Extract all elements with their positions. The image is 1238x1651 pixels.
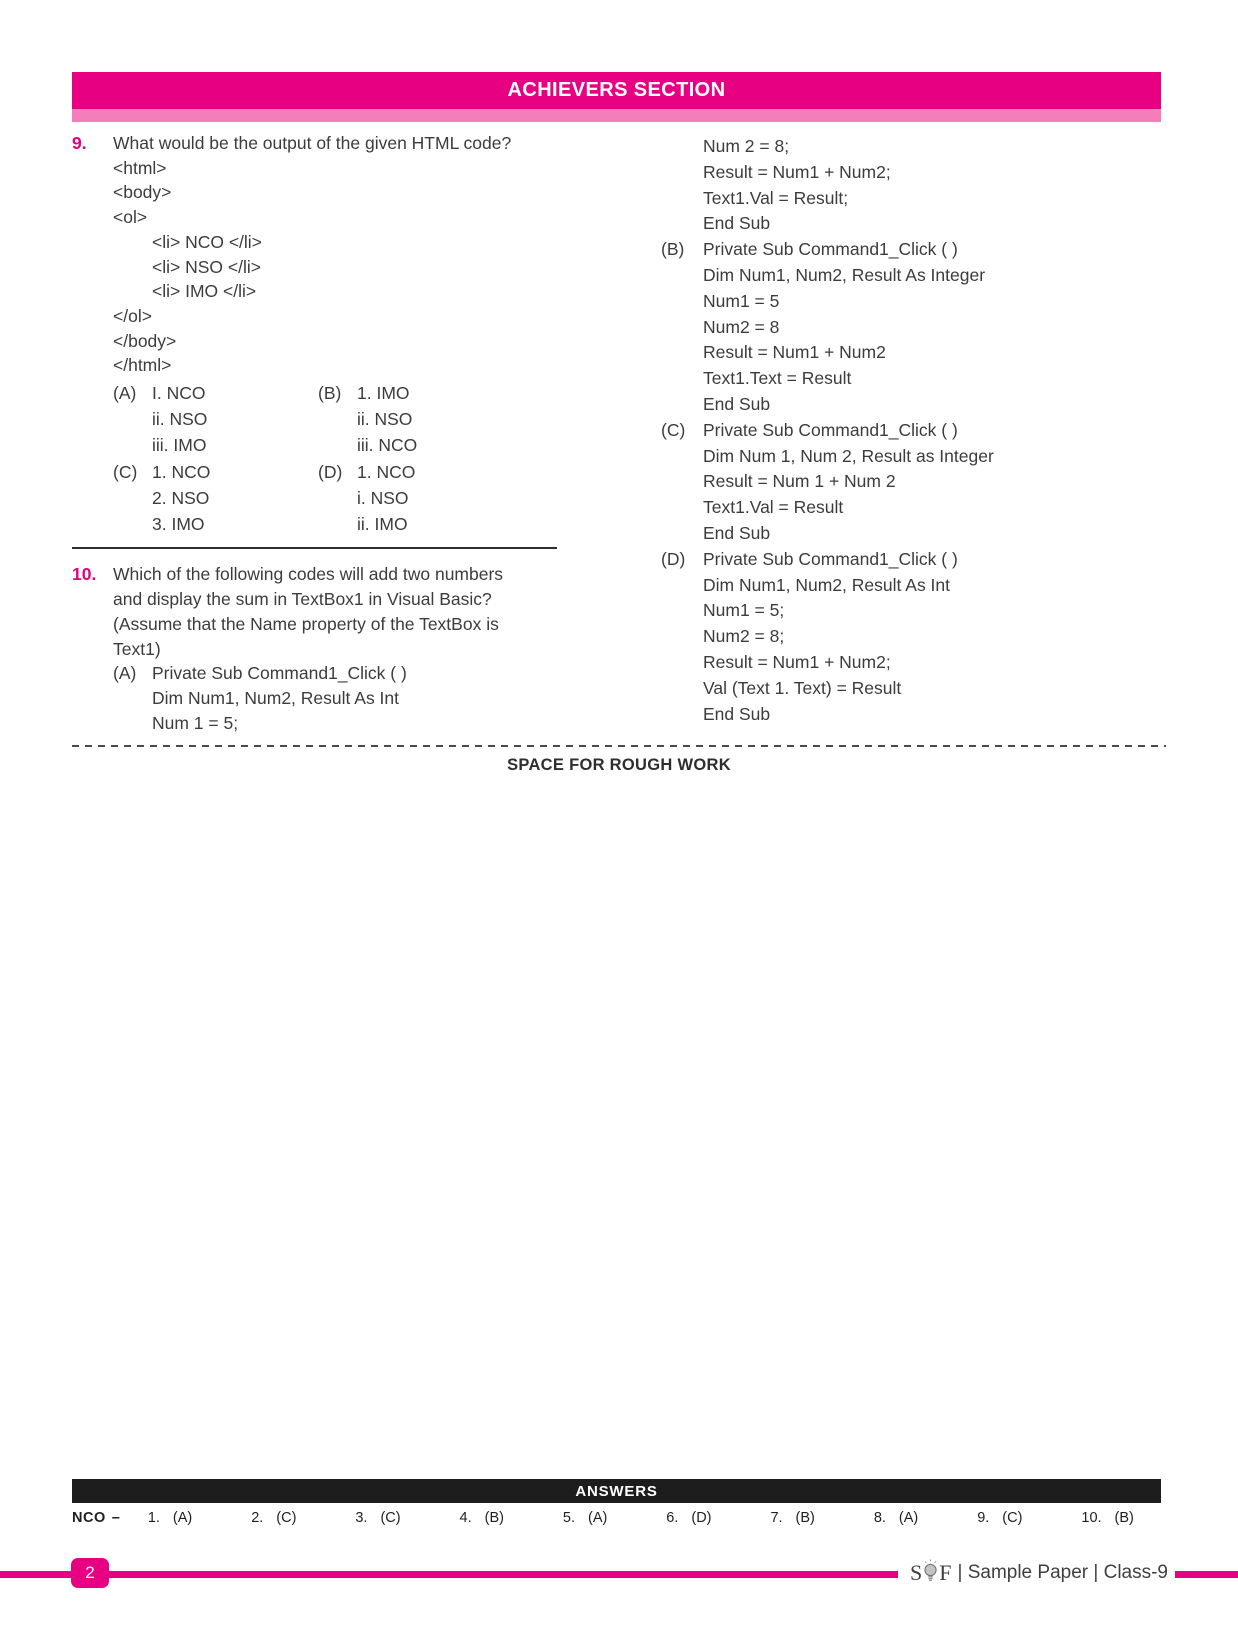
answer-letter: (A) [172, 1510, 193, 1526]
answer-letter: (B) [1114, 1510, 1134, 1526]
answer-letter: (C) [380, 1510, 401, 1526]
code-line: Text1.Text = Result [703, 368, 852, 389]
option-label: (C) [661, 419, 686, 440]
code-line: Result = Num 1 + Num 2 [703, 471, 896, 492]
answer-item [563, 1510, 607, 1526]
code-line: Result = Num1 + Num2 [703, 342, 886, 363]
footer-rule-right [1175, 1571, 1238, 1578]
question-10-text-line: and display the sum in TextBox1 in Visual Basic? [113, 589, 492, 610]
option-lines [152, 459, 318, 538]
question-9-number: 9. [72, 133, 87, 153]
answer-item [874, 1510, 918, 1526]
lightbulb-icon [923, 1559, 938, 1588]
answer-letter: (B) [484, 1510, 504, 1526]
question-divider-line [72, 547, 557, 549]
code-line: Num1 = 5 [703, 290, 780, 311]
code-line: </body> [113, 330, 177, 351]
answer-letter: (A) [588, 1510, 608, 1526]
q9-option-b [318, 380, 558, 459]
answer-number: 7. [770, 1510, 783, 1526]
code-line: Dim Num1, Num2, Result As Int [703, 574, 951, 595]
option-lines [703, 418, 1166, 547]
answers-items [148, 1510, 1134, 1526]
answer-letter: (C) [1002, 1510, 1023, 1526]
code-line: End Sub [703, 703, 771, 724]
option-line: i. NSO [357, 487, 409, 508]
page-number-badge: 2 [71, 1558, 109, 1588]
answer-number: 4. [459, 1510, 472, 1526]
code-line: Num1 = 5; [703, 600, 785, 621]
code-line: Dim Num1, Num2, Result As Int [152, 688, 400, 709]
option-line: 1. NCO [152, 461, 211, 482]
code-line: Val (Text 1. Text) = Result [703, 677, 902, 698]
q9-option-d [318, 459, 558, 538]
answers-subject: NCO [72, 1510, 106, 1526]
q10-option-c [661, 418, 1166, 547]
answer-number: 5. [562, 1510, 575, 1526]
code-line: Private Sub Command1_Click ( ) [703, 239, 958, 260]
code-line: Result = Num1 + Num2; [703, 651, 891, 672]
code-line: End Sub [703, 393, 771, 414]
answer-item [460, 1510, 504, 1526]
q9-option-a [113, 380, 318, 459]
question-9 [72, 131, 558, 562]
code-line: <li> IMO </li> [152, 281, 257, 302]
code-line: <li> NSO </li> [152, 256, 261, 277]
answers-bar-label: ANSWERS [575, 1482, 658, 1500]
answers-bar [72, 1479, 1161, 1503]
option-label: (D) [661, 548, 686, 569]
code-line: Text1.Val = Result; [703, 187, 849, 208]
code-line: Private Sub Command1_Click ( ) [152, 663, 407, 684]
sof-logo [900, 1558, 1168, 1588]
achievers-section-banner [72, 72, 1161, 109]
right-column [661, 134, 1166, 727]
option-line: I. NCO [152, 383, 206, 404]
answer-item [977, 1510, 1022, 1526]
option-label: (B) [318, 383, 342, 404]
code-line: Dim Num 1, Num 2, Result as Integer [703, 445, 994, 466]
banner-accent-strip [72, 109, 1161, 122]
answer-item [666, 1510, 711, 1526]
footer-rule-left [0, 1571, 898, 1578]
code-line: Result = Num1 + Num2; [703, 161, 891, 182]
option-line: ii. IMO [357, 514, 408, 535]
left-column [72, 131, 558, 736]
option-label: (A) [113, 663, 137, 684]
option-line: 3. IMO [152, 514, 205, 535]
question-10-text-line: Text1) [113, 638, 161, 659]
option-label: (A) [113, 383, 137, 404]
q9-option-c [113, 459, 318, 538]
answer-item [1081, 1510, 1134, 1526]
option-line: iii. NCO [357, 435, 418, 456]
rough-work-label: SPACE FOR ROUGH WORK [507, 756, 731, 774]
answer-item [251, 1510, 296, 1526]
code-line: End Sub [703, 213, 771, 234]
option-line: iii. IMO [152, 435, 207, 456]
option-line: 1. IMO [357, 383, 410, 404]
answer-item [770, 1510, 814, 1526]
answers-row [72, 1510, 1134, 1526]
code-line: <ol> [113, 207, 148, 228]
option-line: ii. NSO [152, 409, 208, 430]
option-line: 2. NSO [152, 487, 210, 508]
code-line: </ol> [113, 305, 152, 326]
answer-number: 10. [1081, 1510, 1102, 1526]
answer-number: 1. [147, 1510, 160, 1526]
answer-number: 2. [251, 1510, 264, 1526]
question-10-text-line: Which of the following codes will add two numbers [113, 564, 504, 585]
answer-letter: (C) [276, 1510, 297, 1526]
question-10-number: 10. [72, 564, 97, 585]
answer-number: 3. [355, 1510, 368, 1526]
option-line: 1. NCO [357, 461, 416, 482]
code-line: Num 1 = 5; [152, 713, 239, 734]
answer-number: 9. [977, 1510, 990, 1526]
footer-brand-text: | Sample Paper | Class-9 [957, 1562, 1168, 1583]
code-line: <html> [113, 157, 167, 178]
answer-number: 6. [666, 1510, 679, 1526]
code-line: Num2 = 8 [703, 316, 780, 337]
option-lines [703, 547, 1166, 728]
dashed-divider [72, 745, 1166, 747]
option-label: (B) [661, 239, 685, 260]
option-lines [357, 459, 558, 538]
answer-number: 8. [873, 1510, 886, 1526]
option-lines [703, 237, 1166, 418]
q10-option-a [113, 661, 558, 735]
option-line: ii. NSO [357, 409, 413, 430]
option-label: (C) [113, 461, 138, 482]
question-10 [72, 562, 558, 736]
option-label: (D) [318, 461, 343, 482]
question-9-text: What would be the output of the given HTML code? [113, 133, 512, 153]
answer-letter: (B) [795, 1510, 815, 1526]
option-lines [357, 380, 558, 459]
sof-logo-s: S [909, 1560, 923, 1585]
code-line: Num2 = 8; [703, 626, 785, 647]
answer-letter: (D) [691, 1510, 712, 1526]
q10-option-a-continuation [703, 134, 1166, 237]
option-lines [152, 380, 318, 459]
answers-separator: – [111, 1510, 120, 1526]
answer-item [355, 1510, 400, 1526]
q10-option-b [661, 237, 1166, 418]
code-line: </html> [113, 355, 172, 376]
sof-logo-f: F [939, 1560, 952, 1585]
code-line: <body> [113, 182, 172, 203]
answer-item [148, 1510, 192, 1526]
code-line: End Sub [703, 522, 771, 543]
q10-option-d [661, 547, 1166, 728]
question-9-body [113, 131, 558, 562]
section-title: ACHIEVERS SECTION [507, 79, 726, 101]
q9-options [113, 380, 558, 537]
code-line: Dim Num1, Num2, Result As Integer [703, 264, 986, 285]
question-10-text-line: (Assume that the Name property of the TextBox is [113, 613, 499, 634]
code-line: Private Sub Command1_Click ( ) [703, 419, 958, 440]
code-line: Num 2 = 8; [703, 136, 790, 156]
option-lines [152, 661, 558, 735]
answer-letter: (A) [898, 1510, 919, 1526]
question-10-body [113, 562, 558, 736]
code-line: Text1.Val = Result [703, 497, 844, 518]
code-line: Private Sub Command1_Click ( ) [703, 548, 958, 569]
code-line: <li> NCO </li> [152, 231, 262, 252]
